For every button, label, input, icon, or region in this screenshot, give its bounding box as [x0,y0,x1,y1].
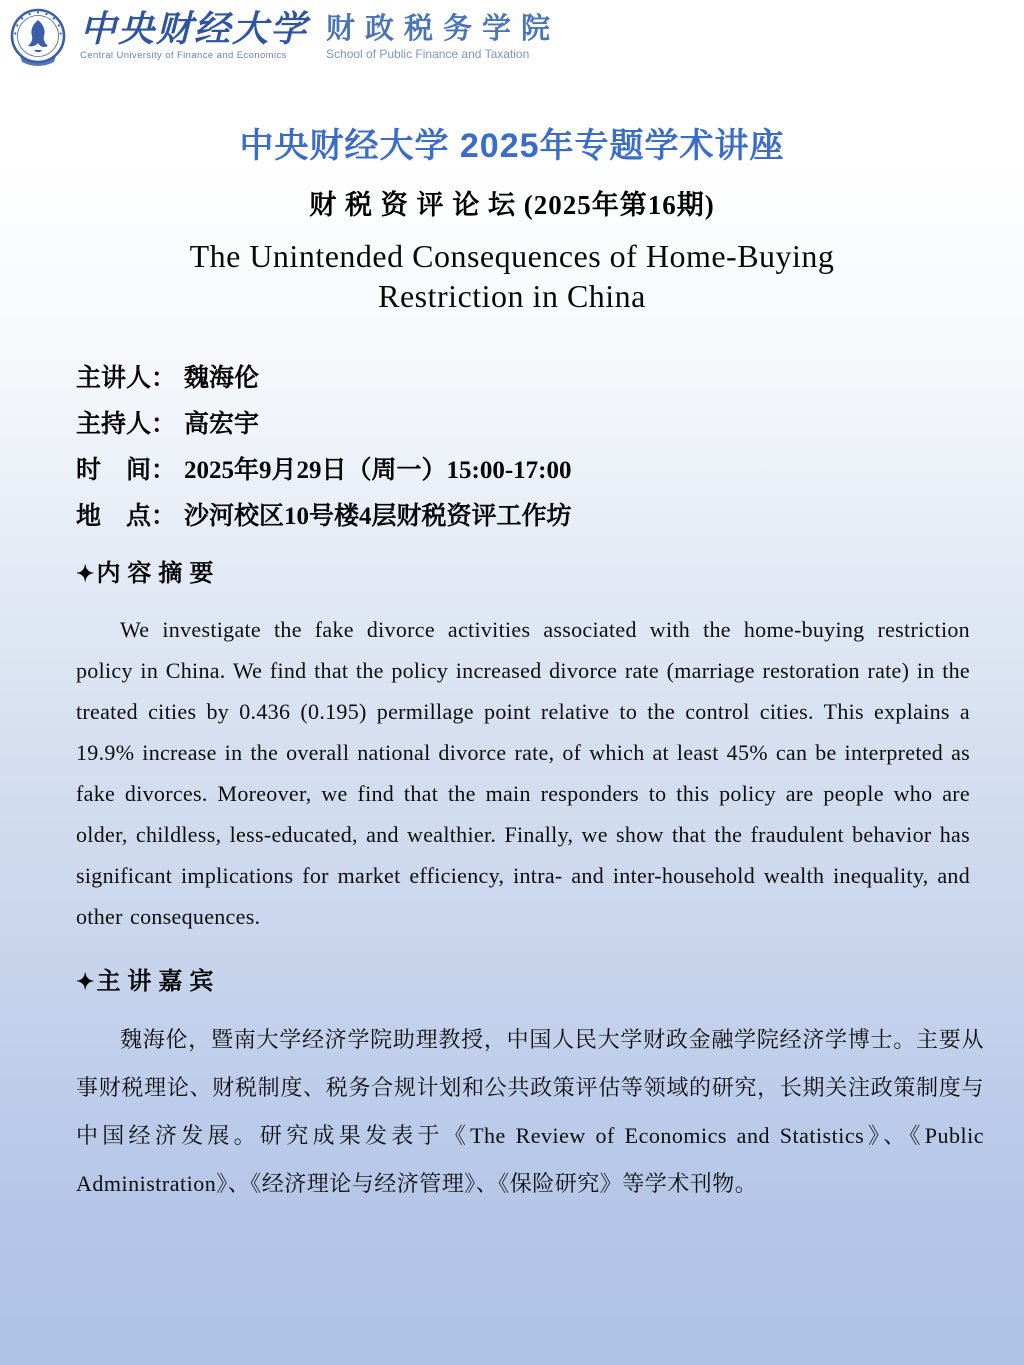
host-row [76,412,1024,437]
lecture-title [0,236,1024,316]
school-brand [326,14,560,61]
abstract-body: We investigate the fake divorce activities associated with the home-buying restriction policy in China. We find that the policy increased divorce rate (marriage restoration rate) in the treated cities by 0.436 (0.195) permillage point relative to the control cities. This explains a 19.9% increase in the overall national divorce rate, of which at least 45% can be interpreted as fake divorces. Moreover, we find that the main responders to this policy are people who are older, childless, less-educated, and wealthier. Finally, we show that the fraudulent behavior has significant implications for market efficiency, intra- and inter-household wealth inequality, and other consequences. [76,617,970,929]
school-name-en: School of Public Finance and Taxation [326,47,530,61]
host-label: 主持人： [76,411,177,438]
location-row [76,504,1024,529]
speaker-heading-text: 主讲嘉宾 [96,966,221,995]
location-label: 地 点： [76,503,177,530]
lecture-title-line1: The Unintended Consequences of Home-Buying [189,238,835,274]
time-value: 2025年9月29日（周一）15:00-17:00 [184,457,572,484]
university-brand [80,10,308,61]
header [0,0,1024,92]
abstract-heading-text: 内容摘要 [96,558,221,587]
diamond-bullet-icon: ✦ [76,561,95,587]
host-value: 高宏宇 [184,411,260,438]
school-name-cn: 财政税务学院 [326,13,561,45]
seal-figure [28,20,48,52]
lecture-title-line2: Restriction in China [378,278,646,314]
location-value: 沙河校区10号楼4层财税资评工作坊 [184,503,572,530]
speaker-section-heading [76,961,1024,996]
series-title: 中央财经大学 2025年专题学术讲座 [239,127,785,165]
time-label: 时 间： [76,457,177,484]
abstract-section-heading [76,553,1024,588]
speaker-bio: 魏海伦，暨南大学经济学院助理教授，中国人民大学财政金融学院经济学博士。主要从事财税理论、财税制度、税务合规计划和公共政策评估等领域的研究，长期关注政策制度与中国经济发展。研究成果发表于《The Review of Economics and Statistics》、《Public Administration》、《经济理论与经济管理》、《保险研究》等学术刊物。 [76,1027,984,1196]
speaker-row [76,366,1024,391]
time-row [76,458,1024,483]
speaker-value: 魏海伦 [184,365,260,392]
forum-issue-title: 财 税 资 评 论 坛 (2025年第16期) [309,190,715,220]
diamond-bullet-icon: ✦ [76,969,95,995]
university-seal-icon [10,6,68,72]
university-name-en: Central University of Finance and Economics [80,50,287,61]
university-name-cn: 中央财经大学 [80,8,309,50]
speaker-label: 主讲人： [76,365,177,392]
university-logo [10,6,68,72]
lecture-info [76,366,1024,529]
